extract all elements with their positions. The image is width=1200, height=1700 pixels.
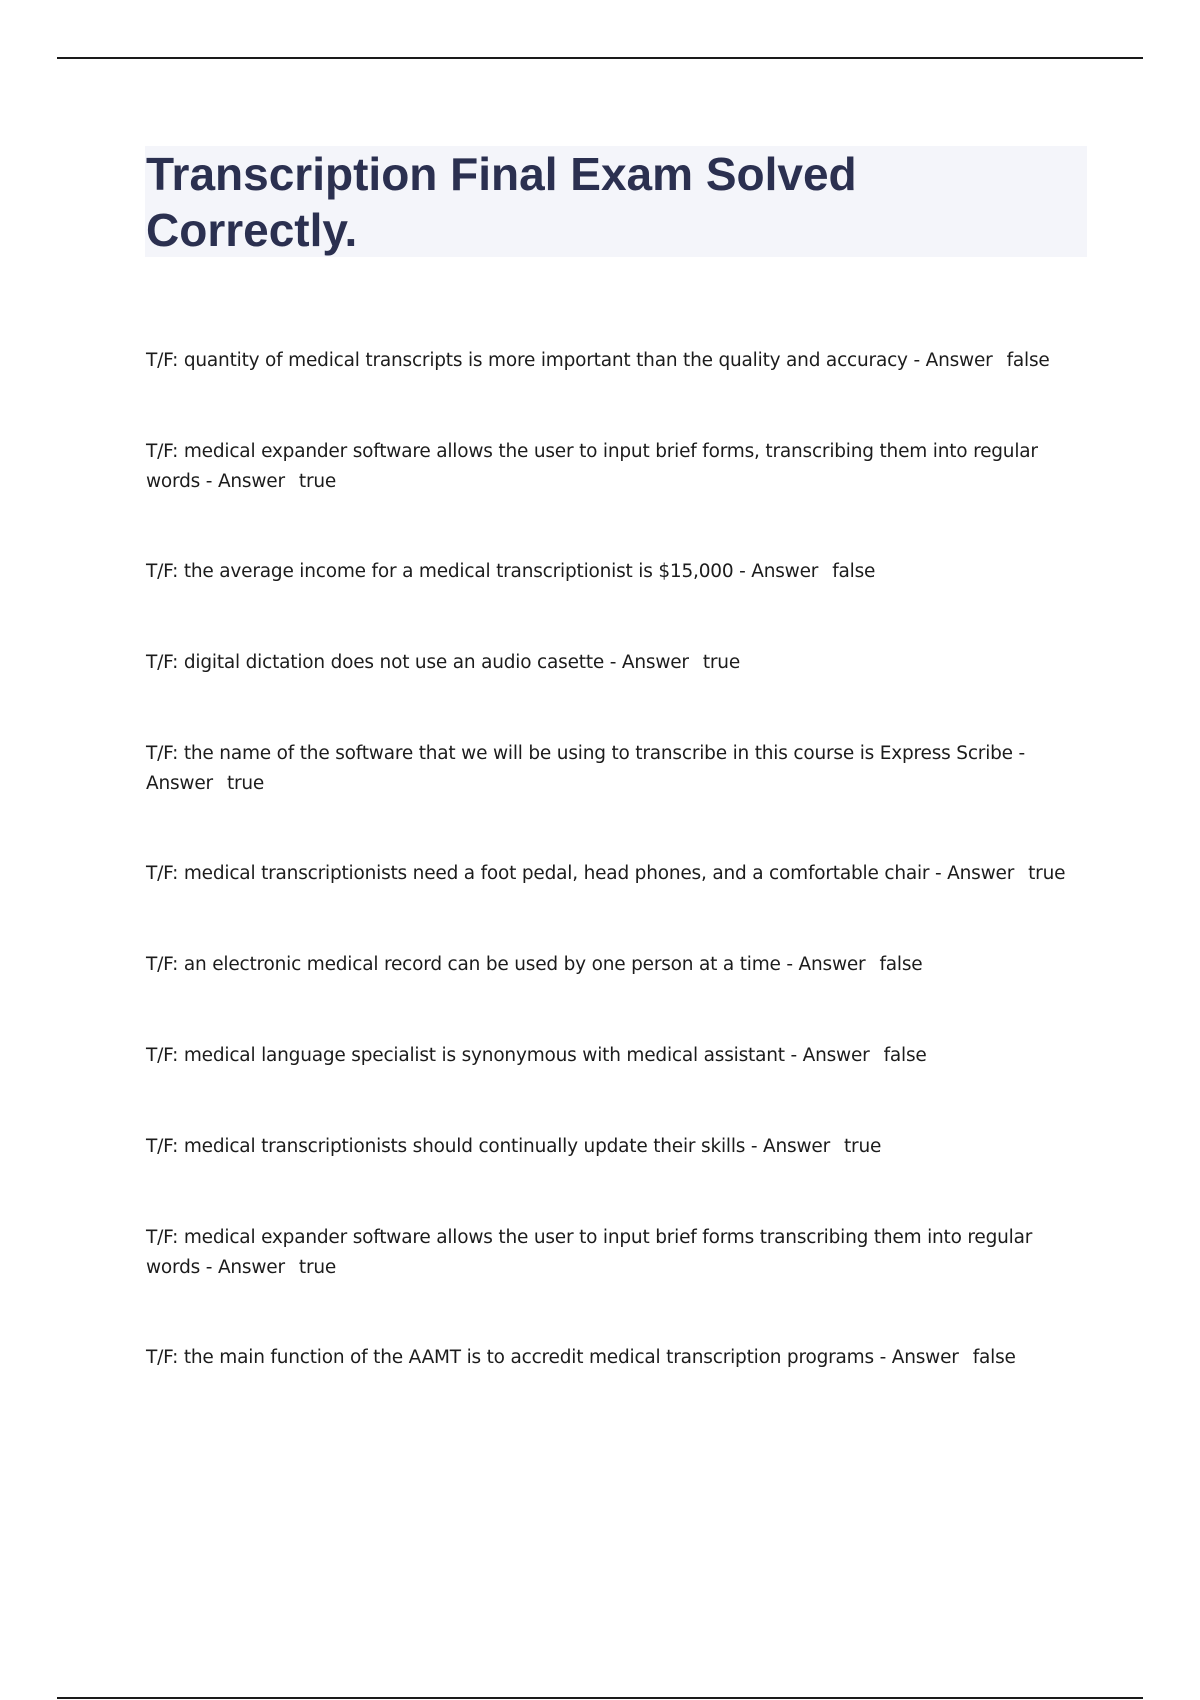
document-title: Transcription Final Exam Solved Correctly. [146, 148, 857, 256]
question-text: T/F: medical transcriptionists need a foot pedal, head phones, and a comfortable chair - Answer [146, 863, 1015, 884]
question-answer: false [883, 1045, 927, 1066]
question-answer: true [1028, 863, 1066, 884]
question-item [146, 648, 1091, 678]
question-text: T/F: digital dictation does not use an audio casette - Answer [146, 652, 689, 673]
question-answer: false [879, 954, 923, 975]
question-text: T/F: medical transcriptionists should continually update their skills - Answer [146, 1136, 830, 1157]
question-item [146, 950, 1091, 980]
question-item [146, 1132, 1091, 1162]
question-answer: true [226, 773, 265, 794]
question-text: T/F: an electronic medical record can be used by one person at a time - Answer [146, 954, 866, 975]
top-rule [57, 57, 1143, 59]
question-item [146, 739, 1091, 799]
question-answer: false [1006, 350, 1050, 371]
question-item [146, 1223, 1091, 1283]
question-answer: true [702, 652, 741, 673]
question-text: T/F: medical language specialist is synonymous with medical assistant - Answer [146, 1045, 870, 1066]
question-answer: false [972, 1347, 1016, 1368]
question-answer: true [298, 471, 337, 492]
bottom-rule [57, 1697, 1143, 1699]
question-answer: false [832, 561, 876, 582]
question-text: T/F: the average income for a medical transcriptionist is $15,000 - Answer [146, 561, 819, 582]
question-answer: true [844, 1136, 882, 1157]
question-item [146, 346, 1091, 376]
question-item [146, 557, 1091, 587]
question-text: T/F: the main function of the AAMT is to accredit medical transcription programs - Answer [146, 1347, 959, 1368]
question-item [146, 1041, 1091, 1071]
question-text: T/F: the name of the software that we will be using to transcribe in this course is Express Scribe - Answer [146, 743, 1026, 794]
question-item [146, 1343, 1091, 1373]
question-text: T/F: medical expander software allows the user to input brief forms transcribing them into regular words - Answer [146, 1227, 1033, 1278]
question-answer: true [298, 1257, 337, 1278]
question-text: T/F: quantity of medical transcripts is more important than the quality and accuracy - Answer [146, 350, 993, 371]
question-item [146, 859, 1091, 889]
question-text: T/F: medical expander software allows the user to input brief forms, transcribing them into regular words - Answer [146, 441, 1038, 492]
question-item [146, 437, 1091, 497]
question-list [146, 346, 1091, 1434]
